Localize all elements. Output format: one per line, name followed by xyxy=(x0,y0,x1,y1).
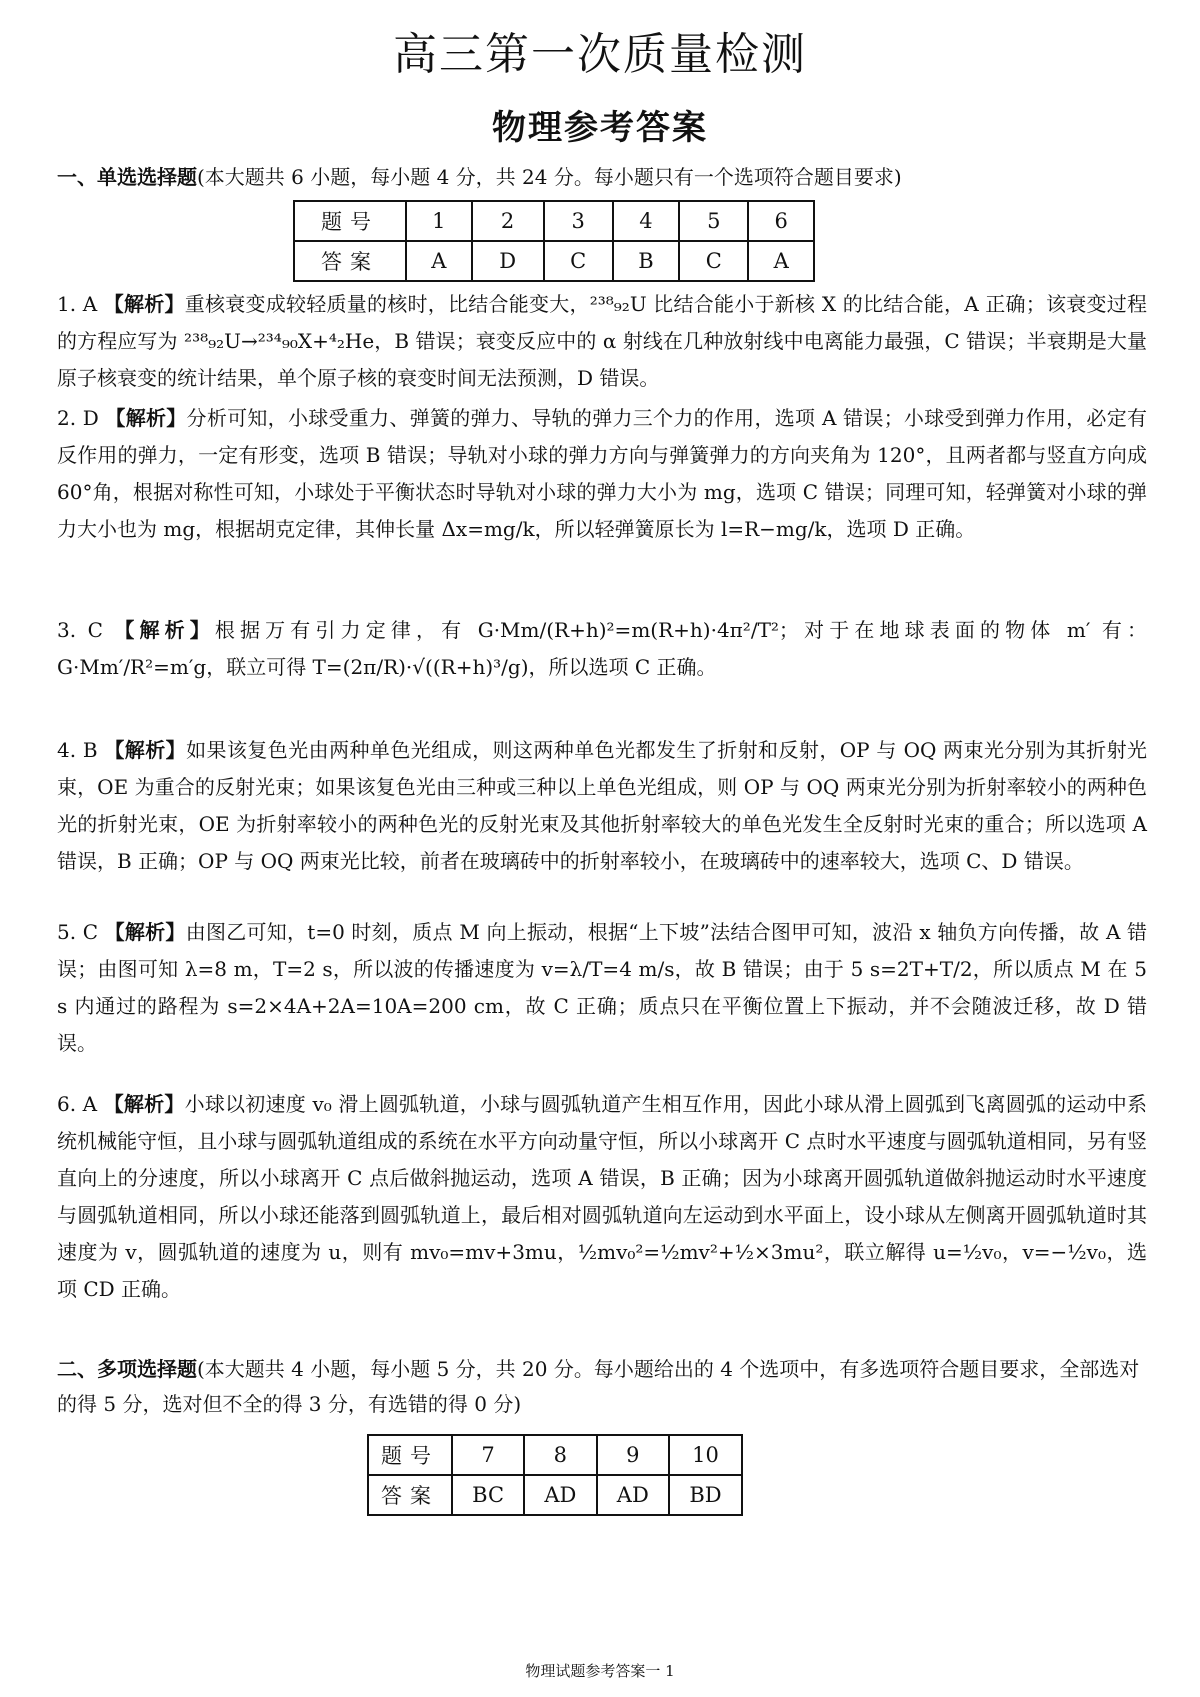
section2-title: 二、多项选择题 xyxy=(57,1357,197,1381)
section1-heading xyxy=(57,160,1147,195)
question-number: 1. A xyxy=(57,292,98,316)
question-explanation: 如果该复色光由两种单色光组成，则这两种单色光都发生了折射和反射，OP 与 OQ 两束光分别为其折射光束，OE 为重合的反射光束；如果该复色光由三种或三种以上单色光组成，则 OP 与 OQ 两束光分别为折射率较小的两种色光的折射光束，OE 为折射率较小的两种色光的反射光束及其他折射率较大的单色光发生全反射时光束的重合；所以选项 A 错误，B 正确；OP 与 OQ 两束光比较，前者在玻璃砖中的折射率较小，在玻璃砖中的速率较大，选项 C、D 错误。 xyxy=(57,738,1148,873)
table-cell: 7 xyxy=(452,1435,524,1475)
table-row-label: 答案 xyxy=(294,241,406,281)
table-row xyxy=(294,241,814,281)
table-row xyxy=(368,1435,742,1475)
table-cell: AD xyxy=(597,1475,669,1515)
table-row-label: 题号 xyxy=(294,201,406,241)
table-cell: D xyxy=(472,241,544,281)
question-number: 2. D xyxy=(57,406,99,430)
table-cell: 4 xyxy=(613,201,680,241)
question-number: 3. C xyxy=(57,618,103,642)
table-cell: C xyxy=(544,241,613,281)
table-cell: 8 xyxy=(524,1435,596,1475)
table-cell: BC xyxy=(452,1475,524,1515)
question-explanation: 根据万有引力定律，有 G·Mm/(R+h)²=m(R+h)·4π²/T²；对于在地球表面的物体 m′ 有：G·Mm′/R²=m′g，联立可得 T=(2π/R)·√((R+h)³/g)，所以选项 C 正确。 xyxy=(57,618,1147,679)
analysis-tag: 【解析】 xyxy=(103,292,185,316)
table-cell: C xyxy=(679,241,748,281)
page-subtitle: 物理参考答案 xyxy=(492,108,708,148)
table-cell: BD xyxy=(669,1475,742,1515)
table-row xyxy=(294,201,814,241)
question-explanation: 重核衰变成较轻质量的核时，比结合能变大，²³⁸₉₂U 比结合能小于新核 X 的比结合能，A 正确；该衰变过程的方程应写为 ²³⁸₉₂U→²³⁴₉₀X+⁴₂He，B 错误；衰变反应中的 α 射线在几种放射线中电离能力最强，C 错误；半衰期是大量原子核衰变的统计结果，单个原子核的衰变时间无法预测，D 错误。 xyxy=(57,292,1147,390)
question-1 xyxy=(57,286,1147,397)
table-cell: 10 xyxy=(669,1435,742,1475)
question-5 xyxy=(57,914,1147,1062)
table-cell: A xyxy=(406,241,472,281)
page-footer: 物理试题参考答案一 1 xyxy=(525,1662,675,1680)
table-cell: 3 xyxy=(544,201,613,241)
section2-desc: (本大题共 4 小题，每小题 5 分，共 20 分。每小题给出的 4 个选项中，有多选项符合题目要求，全部选对的得 5 分，选对但不全的得 3 分，有选错的得 0 分) xyxy=(57,1357,1140,1416)
analysis-tag: 【解析】 xyxy=(104,738,187,762)
table-cell: AD xyxy=(524,1475,596,1515)
table-cell: 9 xyxy=(597,1435,669,1475)
table-cell: 6 xyxy=(748,201,814,241)
analysis-tag: 【解析】 xyxy=(103,1092,185,1116)
question-explanation: 小球以初速度 v₀ 滑上圆弧轨道，小球与圆弧轨道产生相互作用，因此小球从滑上圆弧到飞离圆弧的运动中系统机械能守恒，且小球与圆弧轨道组成的系统在水平方向动量守恒，所以小球离开 C 点时水平速度与圆弧轨道相同，另有竖直向上的分速度，所以小球离开 C 点后做斜抛运动，选项 A 错误，B 正确；因为小球离开圆弧轨道做斜抛运动时水平速度与圆弧轨道相同，所以小球还能落到圆弧轨道上，最后相对圆弧轨道向左运动到水平面上，设小球从左侧离开圆弧轨道时其速度为 v，圆弧轨道的速度为 u，则有 mv₀=mv+3mu，½mv₀²=½mv²+½×3mu²，联立解得 u=½v₀，v=−½v₀，选项 CD 正确。 xyxy=(57,1092,1148,1301)
section2-answer-table xyxy=(367,1434,743,1516)
table-cell: 2 xyxy=(472,201,544,241)
question-number: 5. C xyxy=(57,920,99,944)
table-cell: 5 xyxy=(679,201,748,241)
analysis-tag: 【解析】 xyxy=(104,920,186,944)
question-2 xyxy=(57,400,1147,548)
section1-answer-table xyxy=(293,200,815,282)
analysis-tag: 【解析】 xyxy=(105,406,187,430)
analysis-tag: 【解析】 xyxy=(114,618,215,642)
question-explanation: 分析可知，小球受重力、弹簧的弹力、导轨的弹力三个力的作用，选项 A 错误；小球受到弹力作用，必定有反作用的弹力，一定有形变，选项 B 错误；导轨对小球的弹力方向与弹簧弹力的方向夹角为 120°，且两者都与竖直方向成 60°角，根据对称性可知，小球处于平衡状态时导轨对小球的弹力大小为 mg，选项 C 错误；同理可知，轻弹簧对小球的弹力大小也为 mg，根据胡克定律，其伸长量 Δx=mg/k，所以轻弹簧原长为 l=R−mg/k，选项 D 正确。 xyxy=(57,406,1147,541)
section1-title: 一、单选选择题 xyxy=(57,165,197,189)
question-number: 6. A xyxy=(57,1092,98,1116)
question-3 xyxy=(57,612,1147,686)
table-row xyxy=(368,1475,742,1515)
question-explanation: 由图乙可知，t=0 时刻，质点 M 向上振动，根据“上下坡”法结合图甲可知，波沿 x 轴负方向传播，故 A 错误；由图可知 λ=8 m，T=2 s，所以波的传播速度为 v=λ/T=4 m/s，故 B 错误；由于 5 s=2T+T/2，所以质点 M 在 5 s 内通过的路程为 s=2×4A+2A=10A=200 cm，故 C 正确；质点只在平衡位置上下振动，并不会随波迁移，故 D 错误。 xyxy=(57,920,1148,1055)
section2-heading xyxy=(57,1352,1147,1422)
section1-desc: (本大题共 6 小题，每小题 4 分，共 24 分。每小题只有一个选项符合题目要求) xyxy=(197,165,902,189)
question-number: 4. B xyxy=(57,738,98,762)
table-cell: A xyxy=(748,241,814,281)
table-row-label: 题号 xyxy=(368,1435,452,1475)
question-4 xyxy=(57,732,1147,880)
table-cell: 1 xyxy=(406,201,472,241)
table-row-label: 答案 xyxy=(368,1475,452,1515)
page-title: 高三第一次质量检测 xyxy=(393,29,807,80)
question-6 xyxy=(57,1086,1147,1308)
table-cell: B xyxy=(613,241,680,281)
